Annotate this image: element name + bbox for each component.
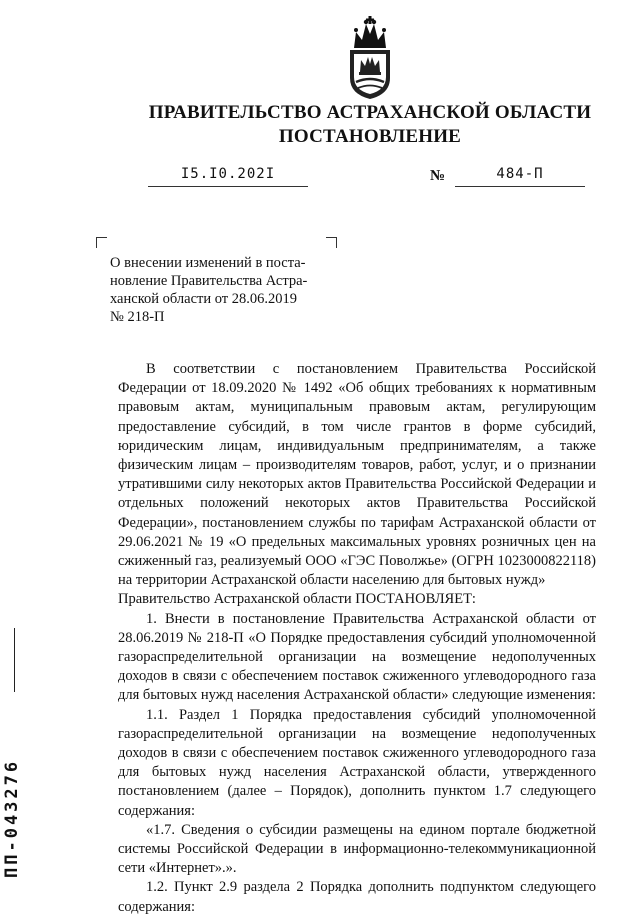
subject-line: ханской области от 28.06.2019 (110, 291, 297, 307)
subject-corner-left (96, 237, 107, 248)
margin-line (14, 628, 15, 692)
document-body (118, 360, 596, 917)
item-1-2-paragraph: 1.2. Пункт 2.9 раздела 2 Порядка дополнить подпунктом следующего содержания: (118, 879, 596, 915)
document-type-title: ПОСТАНОВЛЕНИЕ (278, 126, 462, 147)
preamble-paragraph: В соответствии с постановлением Правительства Российской Федерации от 18.09.2020 № 1492 «Об общих требованиях к нормативным правовым актам, муниципальным правовым актам, регулирующим предоставление субсидий, в том числе грантов в форме субсидий, юридическим лицам, индивидуальным предпринимателям, а также физическим лицам – производителям товаров, работ, услуг, и о признании утратившими силу некоторых актов Правительства Российской Федерации и отдельных положений некоторых актов Правительства Российской Федерации», постановлением службы по тарифам Астраханской области от 29.06.2021 № 19 «О предельных максимальных уровнях розничных цен на сжиженный газ, реализуемый ООО «ГЭС Поволжье» (ОГРН 1023000822118) на территории Астраханской области населению для бытовых нужд» (118, 361, 596, 589)
subject-line: № 218-П (110, 309, 165, 325)
resolution-clause: Правительство Астраханской области ПОСТАНОВЛЯЕТ: (118, 591, 476, 608)
document-number: 484-П (455, 166, 585, 187)
item-1-paragraph: 1. Внести в постановление Правительства Астраханской области от 28.06.2019 № 218-П «О Порядке предоставления субсидий уполномоченной газораспределительной организации на возмещение недополученных доходов в связи с обеспечением поставок сжиженного углеводородного газа для бытовых нужд населения Астраханской области» следующие изменения: (118, 610, 596, 704)
item-1-7-quote-paragraph: «1.7. Сведения о субсидии размещены на едином портале бюджетной системы Российской Федерации в информационно-телекоммуникационной сети «Интернет».». (118, 821, 596, 877)
document-date: I5.I0.202I (148, 166, 308, 187)
serial-number: ПП-043276 (2, 758, 22, 878)
government-title: ПРАВИТЕЛЬСТВО АСТРАХАНСКОЙ ОБЛАСТИ (148, 102, 592, 123)
subject-line: новление Правительства Астра- (110, 273, 308, 289)
coat-of-arms-icon (340, 14, 400, 100)
subject-line: О внесении изменений в поста- (110, 255, 306, 271)
number-sign: № (430, 168, 446, 184)
item-1-1-paragraph: 1.1. Раздел 1 Порядка предоставления субсидий уполномоченной газораспределительной организации на возмещение недополученных доходов в связи с обеспечением поставок сжиженного углеводородного газа для бытовых нужд населения Астраханской области, утвержденного постановлением (далее – Порядок), дополнить пунктом 1.7 следующего содержания: (118, 706, 596, 819)
subject-corner-right (326, 237, 337, 248)
document-subject (110, 254, 332, 326)
